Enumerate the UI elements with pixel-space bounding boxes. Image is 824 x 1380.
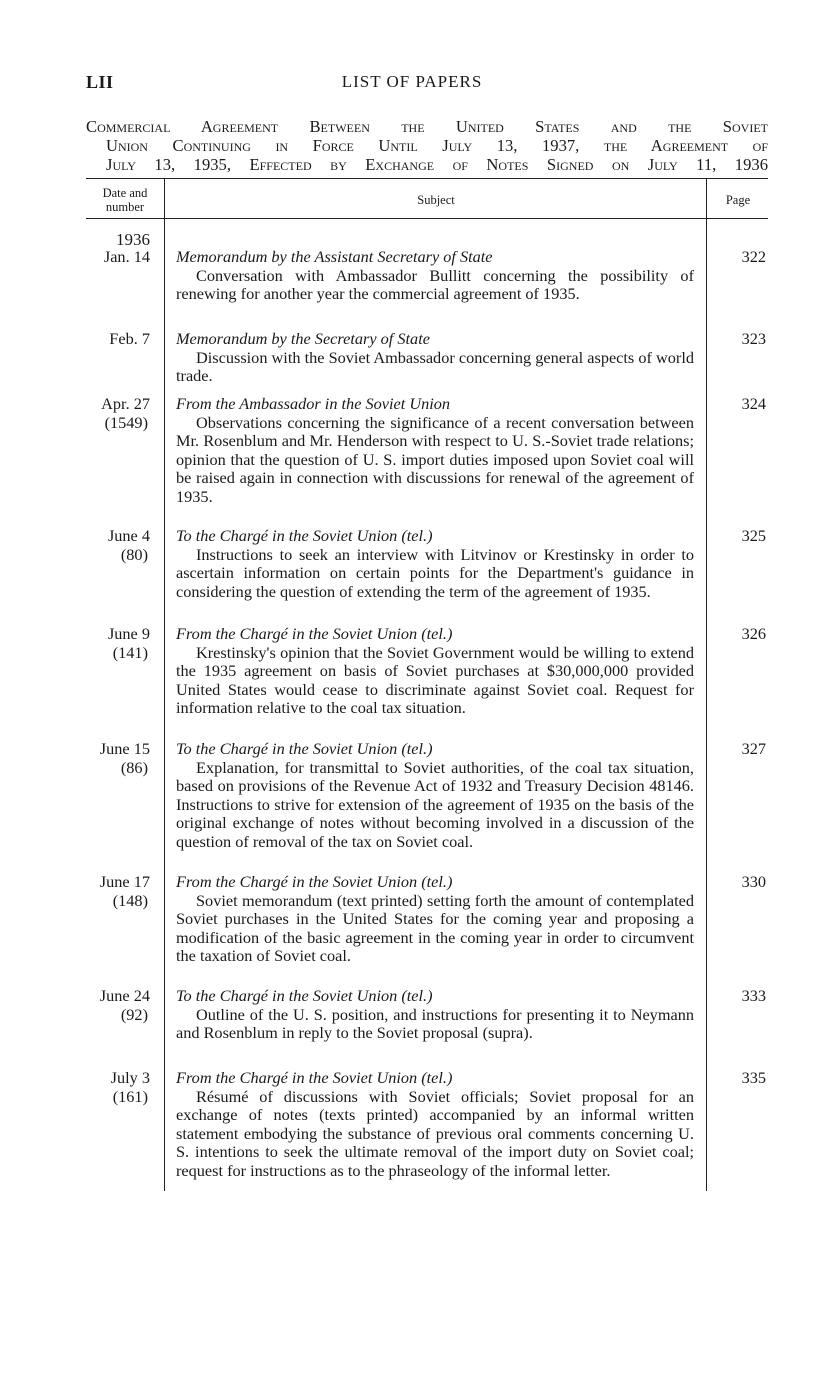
entry-subject xyxy=(176,527,694,601)
entry-subject xyxy=(176,248,694,304)
entry-date: Apr. 27 xyxy=(101,394,150,413)
entry-subject xyxy=(176,740,694,851)
table-top-rule xyxy=(86,178,768,179)
entry-subject xyxy=(176,330,694,386)
entry-summary: Instructions to seek an interview with Litvinov or Krestinsky in order to ascertain information on certain points for the Department's guidance in considering the question of extending the term of the agreement of 1935. xyxy=(176,544,694,601)
entry-page: 323 xyxy=(741,329,766,348)
entry-heading: To the Chargé in the Soviet Union (tel.) xyxy=(176,526,433,545)
entry-date-cell xyxy=(86,248,150,267)
entry-page: 327 xyxy=(741,739,766,758)
entry-heading: To the Chargé in the Soviet Union (tel.) xyxy=(176,739,433,758)
entry-summary: Soviet memorandum (text printed) setting forth the amount of contemplated Soviet purchases in the United States for the coming year and proposing a modification of the basic agreement in the coming year in order to circumvent the taxation of Soviet coal. xyxy=(176,890,694,965)
entry-date: Jan. 14 xyxy=(103,247,150,266)
entry-date: June 9 xyxy=(107,624,150,643)
entry-page: 324 xyxy=(741,394,766,413)
entry-heading: From the Chargé in the Soviet Union (tel.) xyxy=(176,872,453,891)
entry-date-cell xyxy=(86,873,150,910)
entry-summary: Explanation, for transmittal to Soviet authorities, of the coal tax situation, based on provisions of the Revenue Act of 1932 and Treasury Decision 48146. Instructions to strive for extension of the agreement of 1935 on the basis of the original exchange of notes without becoming involved in a discussion of the question of removal of the tax on Soviet coal. xyxy=(176,757,694,851)
entry-number: (80) xyxy=(120,544,148,564)
entry-date: June 24 xyxy=(99,986,150,1005)
entry-number: (1549) xyxy=(104,412,148,432)
page-number: LII xyxy=(86,72,114,92)
running-head: LIST OF PAPERS xyxy=(341,72,483,91)
entry-date-cell xyxy=(86,330,150,349)
section-title-line-1: Commercial Agreement Between the United States and the Soviet xyxy=(86,117,768,136)
column-header-page: Page xyxy=(725,193,751,207)
section-title-line-3: July 13, 1935, Effected by Exchange of Notes Signed on July 11, 1936 xyxy=(106,155,768,174)
column-header-date: Date and number xyxy=(102,186,148,214)
entry-summary: Résumé of discussions with Soviet officials; Soviet proposal for an exchange of notes (texts printed) accompanied by an informal written statement embodying the substance of previous oral comments concerning U. S. intentions to seek the ultimate removal of the import duty on Soviet coal; request for instructions as to the phraseology of the informal letter. xyxy=(176,1086,694,1180)
entry-summary: Conversation with Ambassador Bullitt concerning the possibility of renewing for another year the commercial agreement of 1935. xyxy=(176,265,694,303)
section-title-line-2: Union Continuing in Force Until July 13, 1937, the Agreement of xyxy=(106,136,768,155)
year-label: 1936 xyxy=(116,230,150,249)
entry-heading: From the Ambassador in the Soviet Union xyxy=(176,394,451,413)
entry-subject xyxy=(176,395,694,506)
entry-date-cell xyxy=(86,740,150,777)
entry-date-cell xyxy=(86,987,150,1024)
column-divider-left xyxy=(164,179,165,1191)
entry-page: 322 xyxy=(741,247,766,266)
entry-subject xyxy=(176,625,694,718)
entry-heading: Memorandum by the Assistant Secretary of State xyxy=(176,247,493,266)
entry-summary: Krestinsky's opinion that the Soviet Government would be willing to extend the 1935 agreement on basis of Soviet purchases at $30,000,000 provided United States would cease to discriminate against Soviet coal. Request for information relative to the coal tax situation. xyxy=(176,642,694,717)
table-header-rule xyxy=(86,218,768,219)
entry-date: June 4 xyxy=(107,526,150,545)
entry-date: Feb. 7 xyxy=(109,329,150,348)
entry-summary: Observations concerning the significance of a recent conversation between Mr. Rosenblum and Mr. Henderson with respect to U. S.-Soviet trade relations; opinion that the question of U. S. import duties imposed upon Soviet coal will be raised again in connection with discussions for renewal of the agreement of 1935. xyxy=(176,412,694,506)
entry-date: June 15 xyxy=(99,739,150,758)
entry-heading: From the Chargé in the Soviet Union (tel.) xyxy=(176,1068,453,1087)
entry-heading: From the Chargé in the Soviet Union (tel.) xyxy=(176,624,453,643)
entry-date-cell xyxy=(86,625,150,662)
section-title xyxy=(86,117,768,174)
entry-subject xyxy=(176,987,694,1043)
entry-page: 330 xyxy=(741,872,766,891)
entry-date-cell xyxy=(86,527,150,564)
entry-page: 326 xyxy=(741,624,766,643)
entry-heading: Memorandum by the Secretary of State xyxy=(176,329,430,348)
column-header-subject: Subject xyxy=(417,193,455,207)
entry-date: July 3 xyxy=(110,1068,150,1087)
entry-date: June 17 xyxy=(99,872,150,891)
entry-number: (86) xyxy=(120,757,148,777)
entry-number: (148) xyxy=(112,890,148,910)
entry-page: 333 xyxy=(741,986,766,1005)
entry-subject xyxy=(176,873,694,966)
entry-summary: Outline of the U. S. position, and instructions for presenting it to Neymann and Rosenblum in reply to the Soviet proposal (supra). xyxy=(176,1004,694,1042)
entry-number: (92) xyxy=(120,1004,148,1024)
entry-page: 325 xyxy=(741,526,766,545)
entry-page: 335 xyxy=(741,1068,766,1087)
entry-number: (141) xyxy=(112,642,148,662)
entry-summary: Discussion with the Soviet Ambassador concerning general aspects of world trade. xyxy=(176,347,694,385)
entry-date-cell xyxy=(86,395,150,432)
entry-heading: To the Chargé in the Soviet Union (tel.) xyxy=(176,986,433,1005)
entry-subject xyxy=(176,1069,694,1180)
entry-date-cell xyxy=(86,1069,150,1106)
entry-number: (161) xyxy=(112,1086,148,1106)
